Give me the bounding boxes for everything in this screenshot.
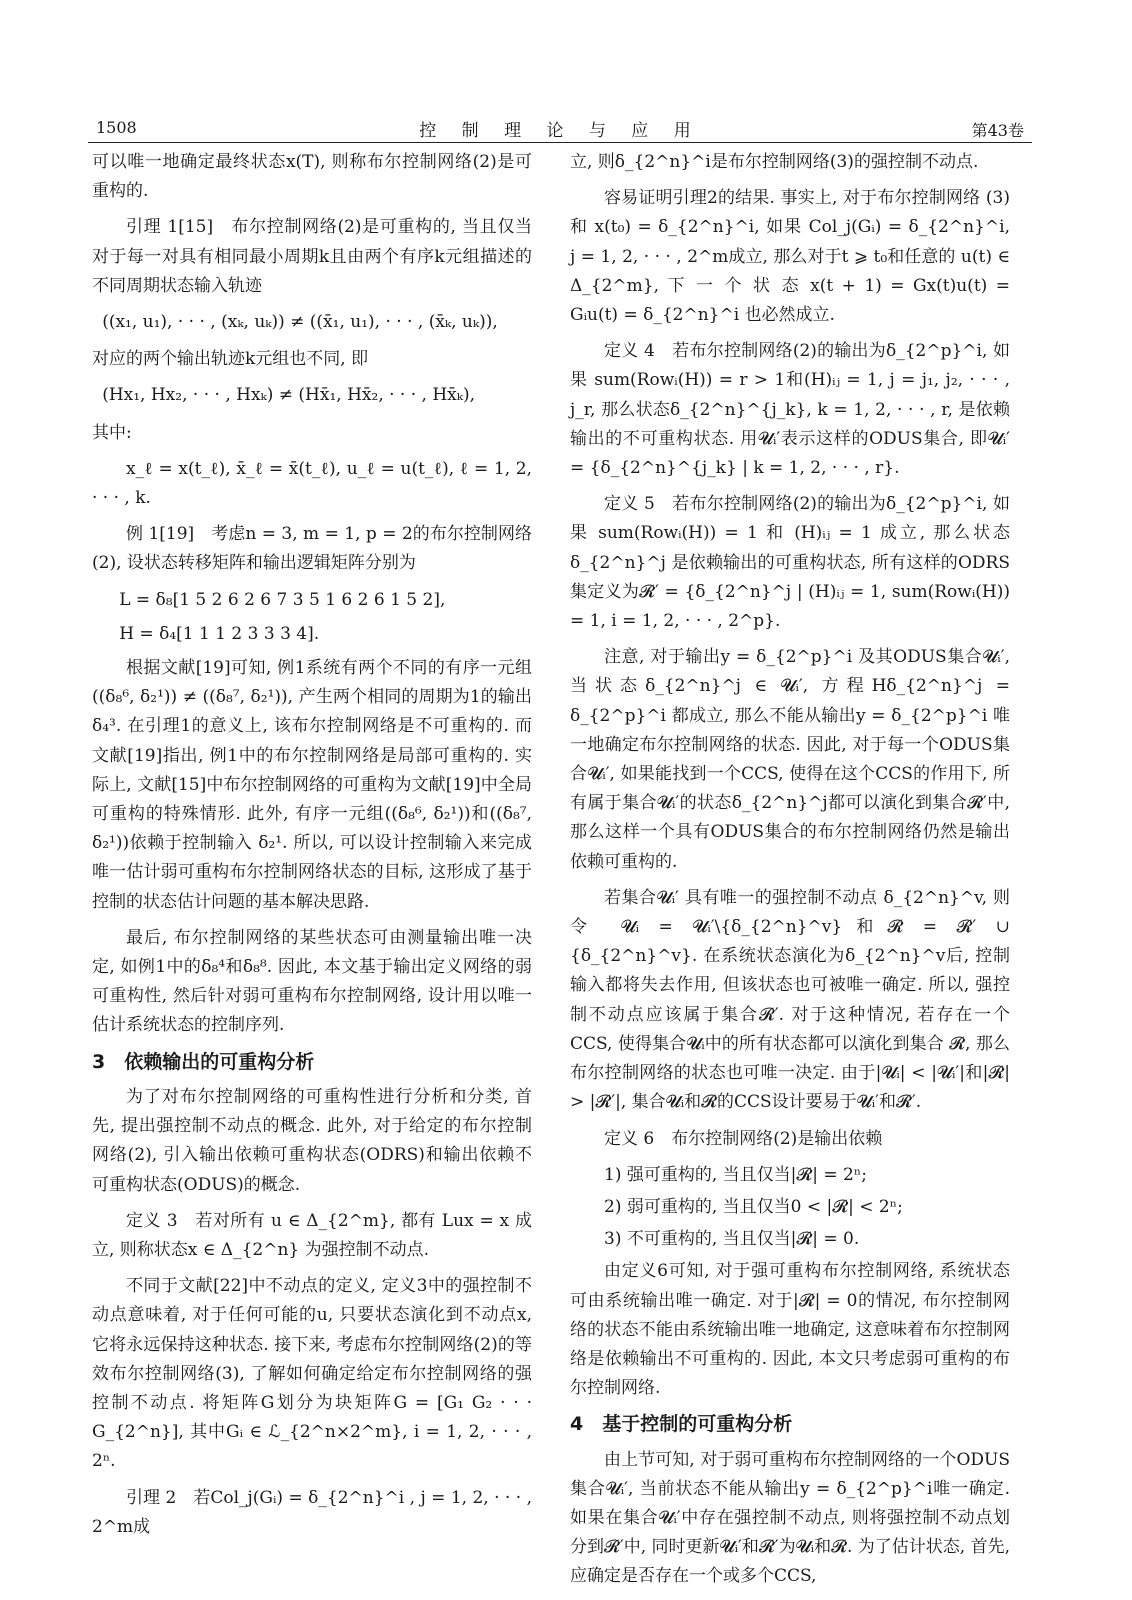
right-column xyxy=(570,148,1010,1599)
lemma-1: 引理 1[15] 布尔控制网络(2)是可重构的, 当且仅当对于每一对具有相同最小周期k且由两个有序k元组描述的不同周期状态输入轨迹 xyxy=(92,217,532,296)
definition-6: 定义 6 布尔控制网络(2)是输出依赖 xyxy=(604,1128,883,1149)
paragraph: 注意, 对于输出y = δ_{2^p}^i 及其ODUS集合𝓤ᵢ′, 当状态δ_{2^n}^j ∈ 𝓤ᵢ′, 方程Hδ_{2^n}^j = δ_{2^p}^i 都成立, 那么不能从输出y = δ_{2^p}^i 唯一地确定布尔控制网络的状态. 因此, 对于每一个ODUS集合𝓤ᵢ′, 如果能找到一个CCS, 使得在这个CCS的作用下, 所有属于集合𝓤ᵢ′的状态δ_{2^n}^j都可以演化到集合𝓡′中, 那么这样一个具有ODUS集合的布尔控制网络仍然是输出依赖可重构的. xyxy=(570,647,1010,872)
definition-5: 定义 5 若布尔控制网络(2)的输出为δ_{2^p}^i, 如果 sum(Rowᵢ(H)) = 1 和 (H)ᵢⱼ = 1 成立, 那么状态 δ_{2^n}^j 是依赖输出的可重构状态, 所有这样的ODRS集定义为𝓡′ = {δ_{2^n}^j | (H)ᵢⱼ = 1, sum(Rowᵢ(H)) = 1, i = 1, 2, · · · , 2^p}. xyxy=(570,494,1010,632)
section-heading: 3 依赖输出的可重构分析 xyxy=(92,1050,315,1073)
running-header xyxy=(88,112,1032,143)
paragraph: 根据文献[19]可知, 例1系统有两个不同的有序一元组((δ₈⁶, δ₂¹)) ≠ ((δ₈⁷, δ₂¹)), 产生两个相同的周期为1的输出δ₄³. 在引理1的意义上, 该布尔控制网络是不可重构的. 而文献[19]指出, 例1中的布尔控制网络是局部可重构的. 实际上, 文献[15]中布尔控制网络的可重构为文献[19]中全局可重构的特殊情形. 此外, 有序一元组((δ₈⁶, δ₂¹))和((δ₈⁷, δ₂¹))依赖于控制输入 δ₂¹. 所以, 可以设计控制输入来完成唯一估计弱可重构布尔控制网络状态的目标, 这形成了基于控制的状态估计问题的基本解决思路. xyxy=(92,658,532,912)
paragraph: 由定义6可知, 对于强可重构布尔控制网络, 系统状态可由系统输出唯一确定. 对于|𝓡| = 0的情况, 布尔控制网络的状态不能由系统输出唯一地确定, 这意味着布尔控制网络是依赖输出不可重构的. 因此, 本文只考虑弱可重构的布尔控制网络. xyxy=(570,1261,1010,1399)
journal-title: 控 制 理 论 与 应 用 xyxy=(419,121,701,141)
equation: (Hx₁, Hx₂, · · · , Hxₖ) ≠ (Hx̄₁, Hx̄₂, · · · , Hx̄ₖ), xyxy=(102,385,476,406)
paragraph: 为了对布尔控制网络的可重构性进行分析和分类, 首先, 提出强控制不动点的概念. 此外, 对于给定的布尔控制网络(2), 引入输出依赖可重构状态(ODRS)和输出依赖不可重构状态(ODUS)的概念. xyxy=(92,1086,532,1195)
section-heading: 4 基于控制的可重构分析 xyxy=(570,1413,793,1436)
equation: H = δ₄[1 1 1 2 3 3 3 4]. xyxy=(119,623,320,644)
paragraph: 最后, 布尔控制网络的某些状态可由测量输出唯一决定, 如例1中的δ₈⁴和δ₈⁸. 因此, 本文基于输出定义网络的弱可重构性, 然后针对弱可重构布尔控制网络, 设计用以唯一估计系统状态的控制序列. xyxy=(92,927,532,1036)
page-number: 1508 xyxy=(96,118,137,137)
list-item: 1) 强可重构的, 当且仅当|𝓡| = 2ⁿ; xyxy=(604,1164,867,1185)
lemma-2: 引理 2 若Col_j(Gᵢ) = δ_{2^n}^i , j = 1, 2, · · · , 2^m成 xyxy=(92,1487,532,1537)
example-1: 例 1[19] 考虑n = 3, m = 1, p = 2的布尔控制网络(2), 设状态转移矩阵和输出逻辑矩阵分别为 xyxy=(92,524,532,574)
left-column xyxy=(92,148,532,1549)
paragraph: 可以唯一地确定最终状态x(T), 则称布尔控制网络(2)是可重构的. xyxy=(92,152,532,202)
list-item: 3) 不可重构的, 当且仅当|𝓡| = 0. xyxy=(604,1229,860,1250)
equation: ((x₁, u₁), · · · , (xₖ, uₖ)) ≠ ((x̄₁, u₁), · · · , (x̄ₖ, uₖ)), xyxy=(102,312,498,333)
list-item: 2) 弱可重构的, 当且仅当0 < |𝓡| < 2ⁿ; xyxy=(604,1196,903,1217)
paragraph: 立, 则δ_{2^n}^i是布尔控制网络(3)的强控制不动点. xyxy=(570,152,979,172)
definition-4: 定义 4 若布尔控制网络(2)的输出为δ_{2^p}^i, 如果 sum(Rowᵢ(H)) = r > 1和(H)ᵢⱼ = 1, j = j₁, j₂, · · · , j_r, 那么状态δ_{2^n}^{j_k}, k = 1, 2, · · · , r, 是依赖输出的不可重构状态. 用𝓤ᵢ′表示这样的ODUS集合, 即𝓤ᵢ′ = {δ_{2^n}^{j_k} | k = 1, 2, · · · , r}. xyxy=(570,341,1010,479)
volume-label: 第43卷 xyxy=(971,121,1024,140)
equation: x_ℓ = x(t_ℓ), x̄_ℓ = x̄(t_ℓ), u_ℓ = u(t_ℓ), ℓ = 1, 2, · · · , k. xyxy=(92,458,532,509)
paragraph: 其中: xyxy=(92,422,132,443)
definition-3: 定义 3 若对所有 u ∈ Δ_{2^m}, 都有 Lux = x 成立, 则称状态x ∈ Δ_{2^n} 为强控制不动点. xyxy=(92,1210,532,1260)
equation: L = δ₈[1 5 2 6 2 6 7 3 5 1 6 2 6 1 5 2], xyxy=(119,589,446,610)
paragraph: 对应的两个输出轨迹k元组也不同, 即 xyxy=(92,349,369,370)
paragraph: 容易证明引理2的结果. 事实上, 对于布尔控制网络 (3) 和 x(t₀) = δ_{2^n}^i, 如果 Col_j(Gᵢ) = δ_{2^n}^i, j = 1, 2, · · · , 2^m成立, 那么对于t ⩾ t₀和任意的 u(t) ∈ Δ_{2^m}, 下 一 个 状 态 x(t + 1) = Gx(t)u(t) = Gᵢu(t) = δ_{2^n}^i 也必然成立. xyxy=(570,188,1010,326)
paragraph: 不同于文献[22]中不动点的定义, 定义3中的强控制不动点意味着, 对于任何可能的u, 只要状态演化到不动点x, 它将永远保持这种状态. 接下来, 考虑布尔控制网络(2)的等效布尔控制网络(3), 了解如何确定给定布尔控制网络的强控制不动点. 将矩阵G划分为块矩阵G = [G₁ G₂ · · · G_{2^n}], 其中Gᵢ ∈ ℒ_{2^n×2^m}, i = 1, 2, · · · , 2ⁿ. xyxy=(92,1276,532,1472)
paragraph: 若集合𝓤ᵢ′ 具有唯一的强控制不动点 δ_{2^n}^v, 则令 𝓤ᵢ = 𝓤ᵢ′\{δ_{2^n}^v}和𝓡 = 𝓡′ ∪ {δ_{2^n}^v}. 在系统状态演化为δ_{2^n}^v后, 控制输入都将失去作用, 但该状态也可被唯一确定. 所以, 强控制不动点应该属于集合𝓡′. 对于这种情况, 若存在一个CCS, 使得集合𝓤ᵢ中的所有状态都可以演化到集合 𝓡, 那么布尔控制网络的状态也可唯一决定. 由于|𝓤ᵢ| < |𝓤ᵢ′|和|𝓡| > |𝓡′|, 集合𝓤ᵢ和𝓡的CCS设计要易于𝓤ᵢ′和𝓡′. xyxy=(570,887,1010,1113)
paragraph: 由上节可知, 对于弱可重构布尔控制网络的一个ODUS集合𝓤ᵢ′, 当前状态不能从输出y = δ_{2^p}^i唯一确定. 如果在集合𝓤ᵢ′中存在强控制不动点, 则将强控制不动点划分到𝓡′中, 同时更新𝓤ᵢ′和𝓡′为𝓤ᵢ和𝓡. 为了估计状态, 首先, 应确定是否存在一个或多个CCS, xyxy=(570,1449,1011,1587)
